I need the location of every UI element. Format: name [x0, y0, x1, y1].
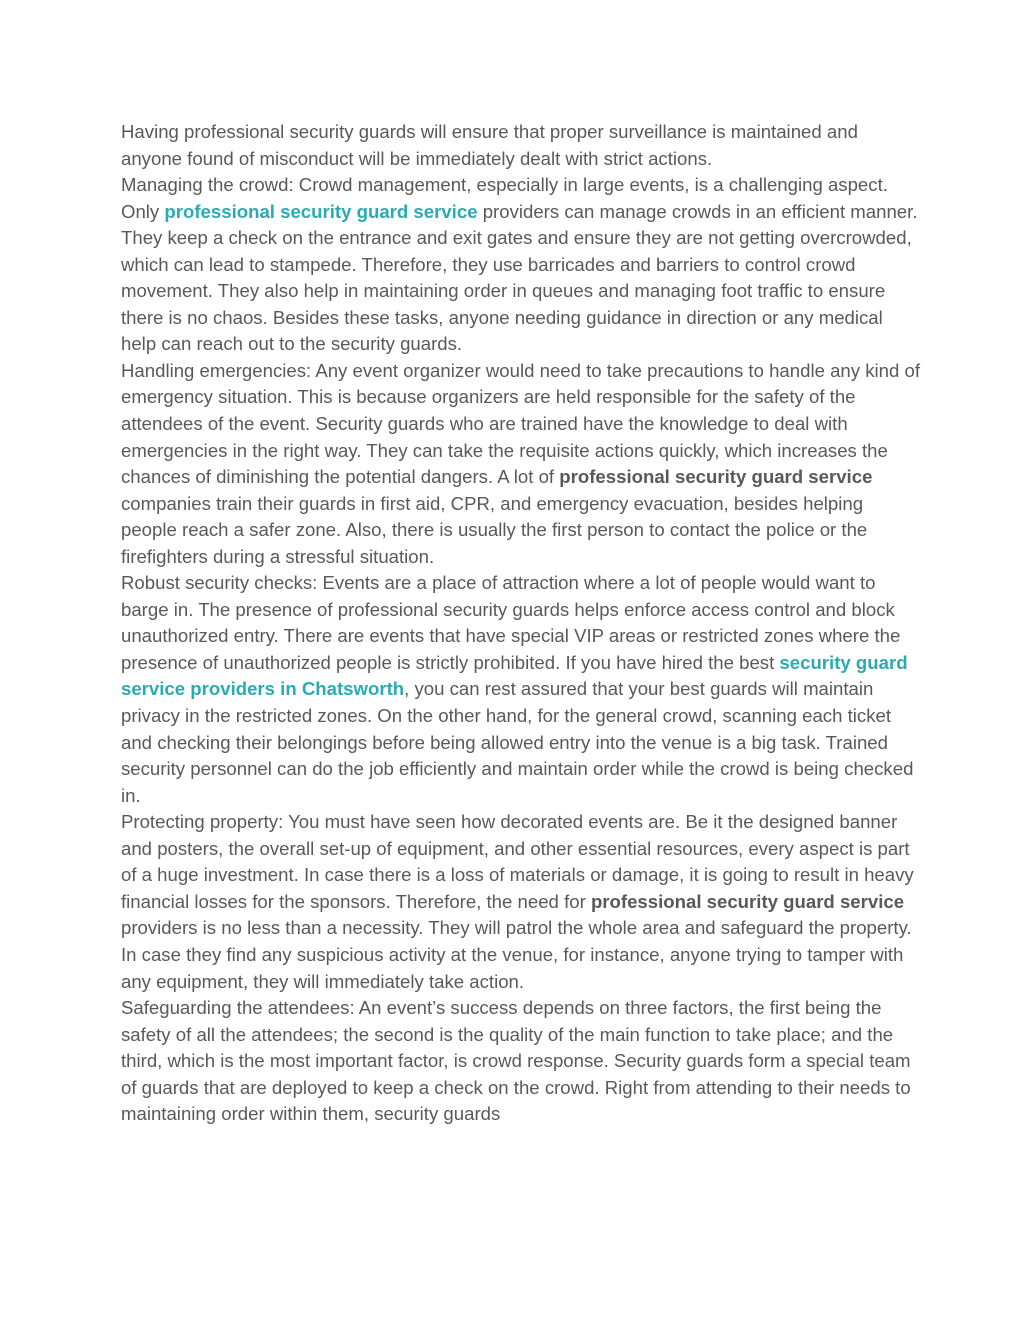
paragraph-security-checks-text-end: , you can rest assured that your best guards will maintain privacy in the restricted zones. On the other hand, for the general crowd, scanning each ticket and checking their belongings before being allowed entry into the venue is a big task. Trained security personnel can do the job efficiently and maintain order while the crowd is being checked in. — [121, 678, 914, 806]
professional-security-guard-service-bold: professional security guard service — [559, 466, 873, 488]
paragraph-handling-emergencies-text-start: Handling emergencies: Any event organizer would need to take precautions to handle any kind of emergency situation. This is because organizers are held responsible for the safety of the attendees of the event. Security guards who are trained have the knowledge to deal with emergencies in the right way. They can take the requisite actions quickly, which increases the chances of diminishing the potential dangers. A lot of — [121, 359, 921, 488]
paragraph-managing-crowd-text-start: Managing the crowd: Crowd management, especially in large events, is a challenging aspect. Only — [121, 174, 888, 222]
paragraph-security-checks-text-start: Robust security checks: Events are a place of attraction where a lot of people would want to barge in. The presence of professional security guards helps enforce access control and block unauthorized entry. There are events that have special VIP areas or restricted zones where the presence of unauthorized people is strictly prohibited. If you have hired the best — [121, 572, 901, 673]
paragraph-protecting-property — [121, 809, 921, 995]
paragraph-surveillance — [121, 119, 921, 172]
paragraph-managing-crowd-text-end: providers can manage crowds in an efficient manner. They keep a check on the entrance and exit gates and ensure they are not getting overcrowded, which can lead to stampede. Therefore, they use barricades and barriers to control crowd movement. They also help in maintaining order in queues and managing foot traffic to ensure there is no chaos. Besides these tasks, anyone needing guidance in direction or any medical help can reach out to the security guards. — [121, 200, 918, 355]
security-guard-service-providers-chatsworth-link[interactable]: security guard service providers in Chatsworth — [121, 651, 908, 700]
professional-security-guard-service-bold-2: professional security guard service — [590, 890, 905, 912]
paragraph-safeguarding-attendees — [121, 995, 921, 1128]
paragraph-handling-emergencies — [121, 358, 921, 570]
professional-security-guard-service-link[interactable]: professional security guard service — [164, 200, 478, 222]
paragraph-safeguarding-attendees-text: Safeguarding the attendees: An event’s success depends on three factors, the first being the safety of all the attendees; the second is the quality of the main function to take place; and the third, which is the most important factor, is crowd response. Security guards form a special team of guards that are deployed to keep a check on the crowd. Right from attending to their needs to maintaining order within them, security guards — [121, 997, 911, 1125]
paragraph-managing-crowd — [121, 172, 921, 358]
paragraph-handling-emergencies-text-end: companies train their guards in first aid, CPR, and emergency evacuation, besides helping people reach a safer zone. Also, there is usually the first person to contact the police or the firefighters during a stressful situation. — [121, 492, 868, 567]
paragraph-surveillance-text: Having professional security guards will ensure that proper surveillance is maintained and anyone found of misconduct will be immediately dealt with strict actions. — [121, 121, 858, 169]
paragraph-protecting-property-text-start: Protecting property: You must have seen how decorated events are. Be it the designed banner and posters, the overall set-up of equipment, and other essential resources, every aspect is part of a huge investment. In case there is a loss of materials or damage, it is going to result in heavy financial losses for the sponsors. Therefore, the need for — [121, 811, 914, 912]
document-body — [121, 119, 921, 1128]
paragraph-protecting-property-text-end: providers is no less than a necessity. They will patrol the whole area and safeguard the property. In case they find any suspicious activity at the venue, for instance, anyone trying to tamper with any equipment, they will immediately take action. — [121, 917, 912, 992]
paragraph-security-checks — [121, 570, 921, 809]
